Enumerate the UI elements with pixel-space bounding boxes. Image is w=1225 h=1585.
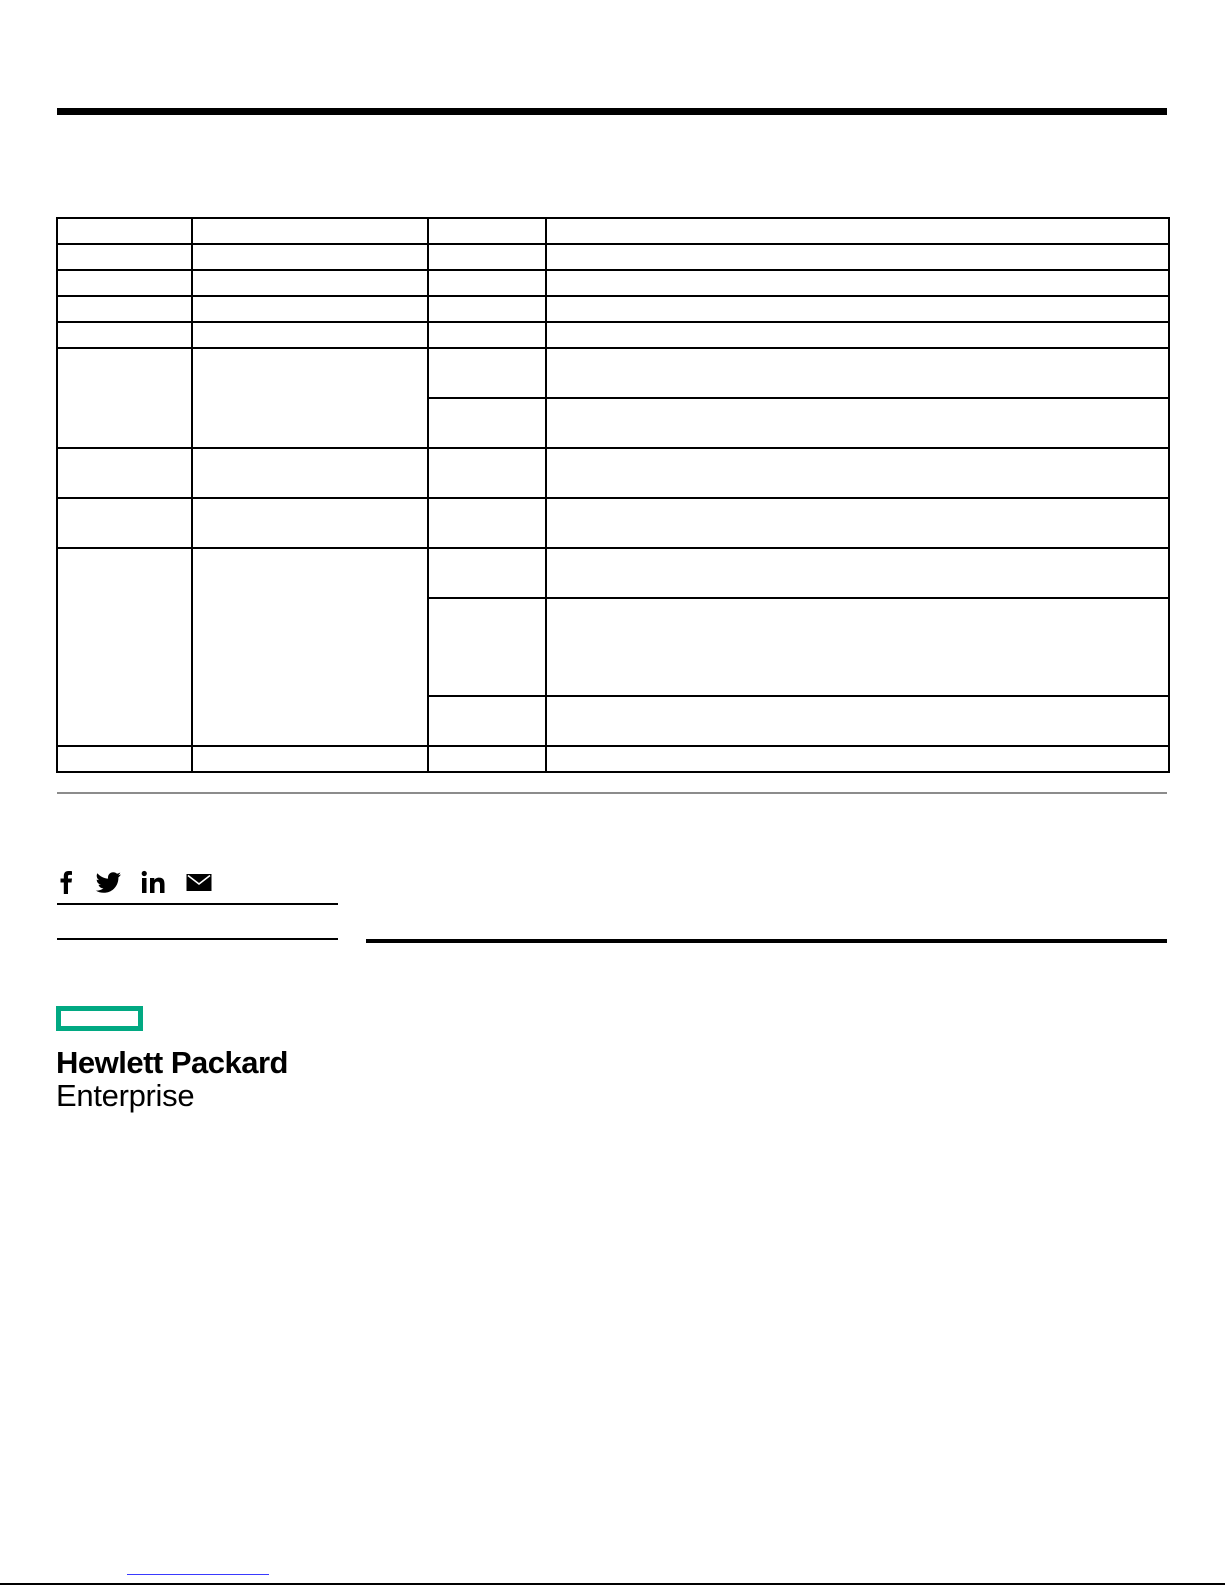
table-cell (192, 270, 428, 296)
table-row (57, 448, 1169, 498)
table-row (57, 348, 1169, 398)
section-divider (57, 792, 1167, 794)
table-cell (192, 244, 428, 270)
table-cell (192, 348, 428, 448)
facebook-icon[interactable] (55, 867, 77, 895)
footer-link-underline[interactable] (127, 1574, 269, 1575)
table-cell (546, 322, 1169, 348)
hpe-element-icon (59, 1009, 141, 1029)
table-cell (428, 322, 546, 348)
social-share-bar (55, 866, 255, 896)
table-cell (57, 270, 192, 296)
twitter-icon[interactable] (93, 867, 123, 895)
table-cell (428, 498, 546, 548)
table-row (57, 498, 1169, 548)
table-cell (57, 448, 192, 498)
table-row (57, 746, 1169, 772)
table-cell (428, 548, 546, 598)
table-cell (192, 498, 428, 548)
hpe-logo (56, 1006, 346, 1116)
table-row (57, 322, 1169, 348)
table-cell (546, 498, 1169, 548)
table-cell (57, 244, 192, 270)
table-cell (428, 244, 546, 270)
linkedin-icon[interactable] (139, 867, 169, 895)
table-cell (546, 348, 1169, 398)
table-cell (546, 398, 1169, 448)
hpe-logo-graphic (56, 1006, 346, 1116)
table-row (57, 218, 1169, 244)
table-cell (546, 218, 1169, 244)
table-cell (192, 548, 428, 746)
table-cell (428, 746, 546, 772)
email-icon[interactable] (185, 867, 213, 895)
table-cell (428, 696, 546, 746)
table-cell (192, 218, 428, 244)
spec-table (56, 217, 1170, 773)
table-cell (192, 448, 428, 498)
table-cell (428, 398, 546, 448)
table-cell (57, 296, 192, 322)
top-heavy-rule (57, 108, 1167, 115)
left-column-rule (57, 938, 338, 940)
table-cell (192, 322, 428, 348)
table-cell (428, 270, 546, 296)
logo-line1: Hewlett Packard (56, 1045, 288, 1080)
logo-line2: Enterprise (56, 1078, 195, 1113)
table-row (57, 296, 1169, 322)
table-cell (546, 448, 1169, 498)
table-cell (546, 548, 1169, 598)
table-cell (57, 322, 192, 348)
table-cell (546, 244, 1169, 270)
table-cell (428, 448, 546, 498)
table-cell (546, 270, 1169, 296)
table-cell (192, 296, 428, 322)
table-cell (428, 348, 546, 398)
table-cell (546, 598, 1169, 696)
table-row (57, 548, 1169, 598)
table-cell (192, 746, 428, 772)
table-cell (546, 746, 1169, 772)
table-cell (57, 348, 192, 448)
social-underline-rule (57, 903, 338, 905)
table-cell (428, 218, 546, 244)
right-column-heavy-rule (366, 939, 1167, 943)
table-row (57, 270, 1169, 296)
table-cell (57, 548, 192, 746)
table-cell (428, 598, 546, 696)
table-cell (57, 218, 192, 244)
table-row (57, 244, 1169, 270)
table-cell (546, 296, 1169, 322)
table-cell (57, 746, 192, 772)
table-cell (57, 498, 192, 548)
table-cell (428, 296, 546, 322)
table-cell (546, 696, 1169, 746)
